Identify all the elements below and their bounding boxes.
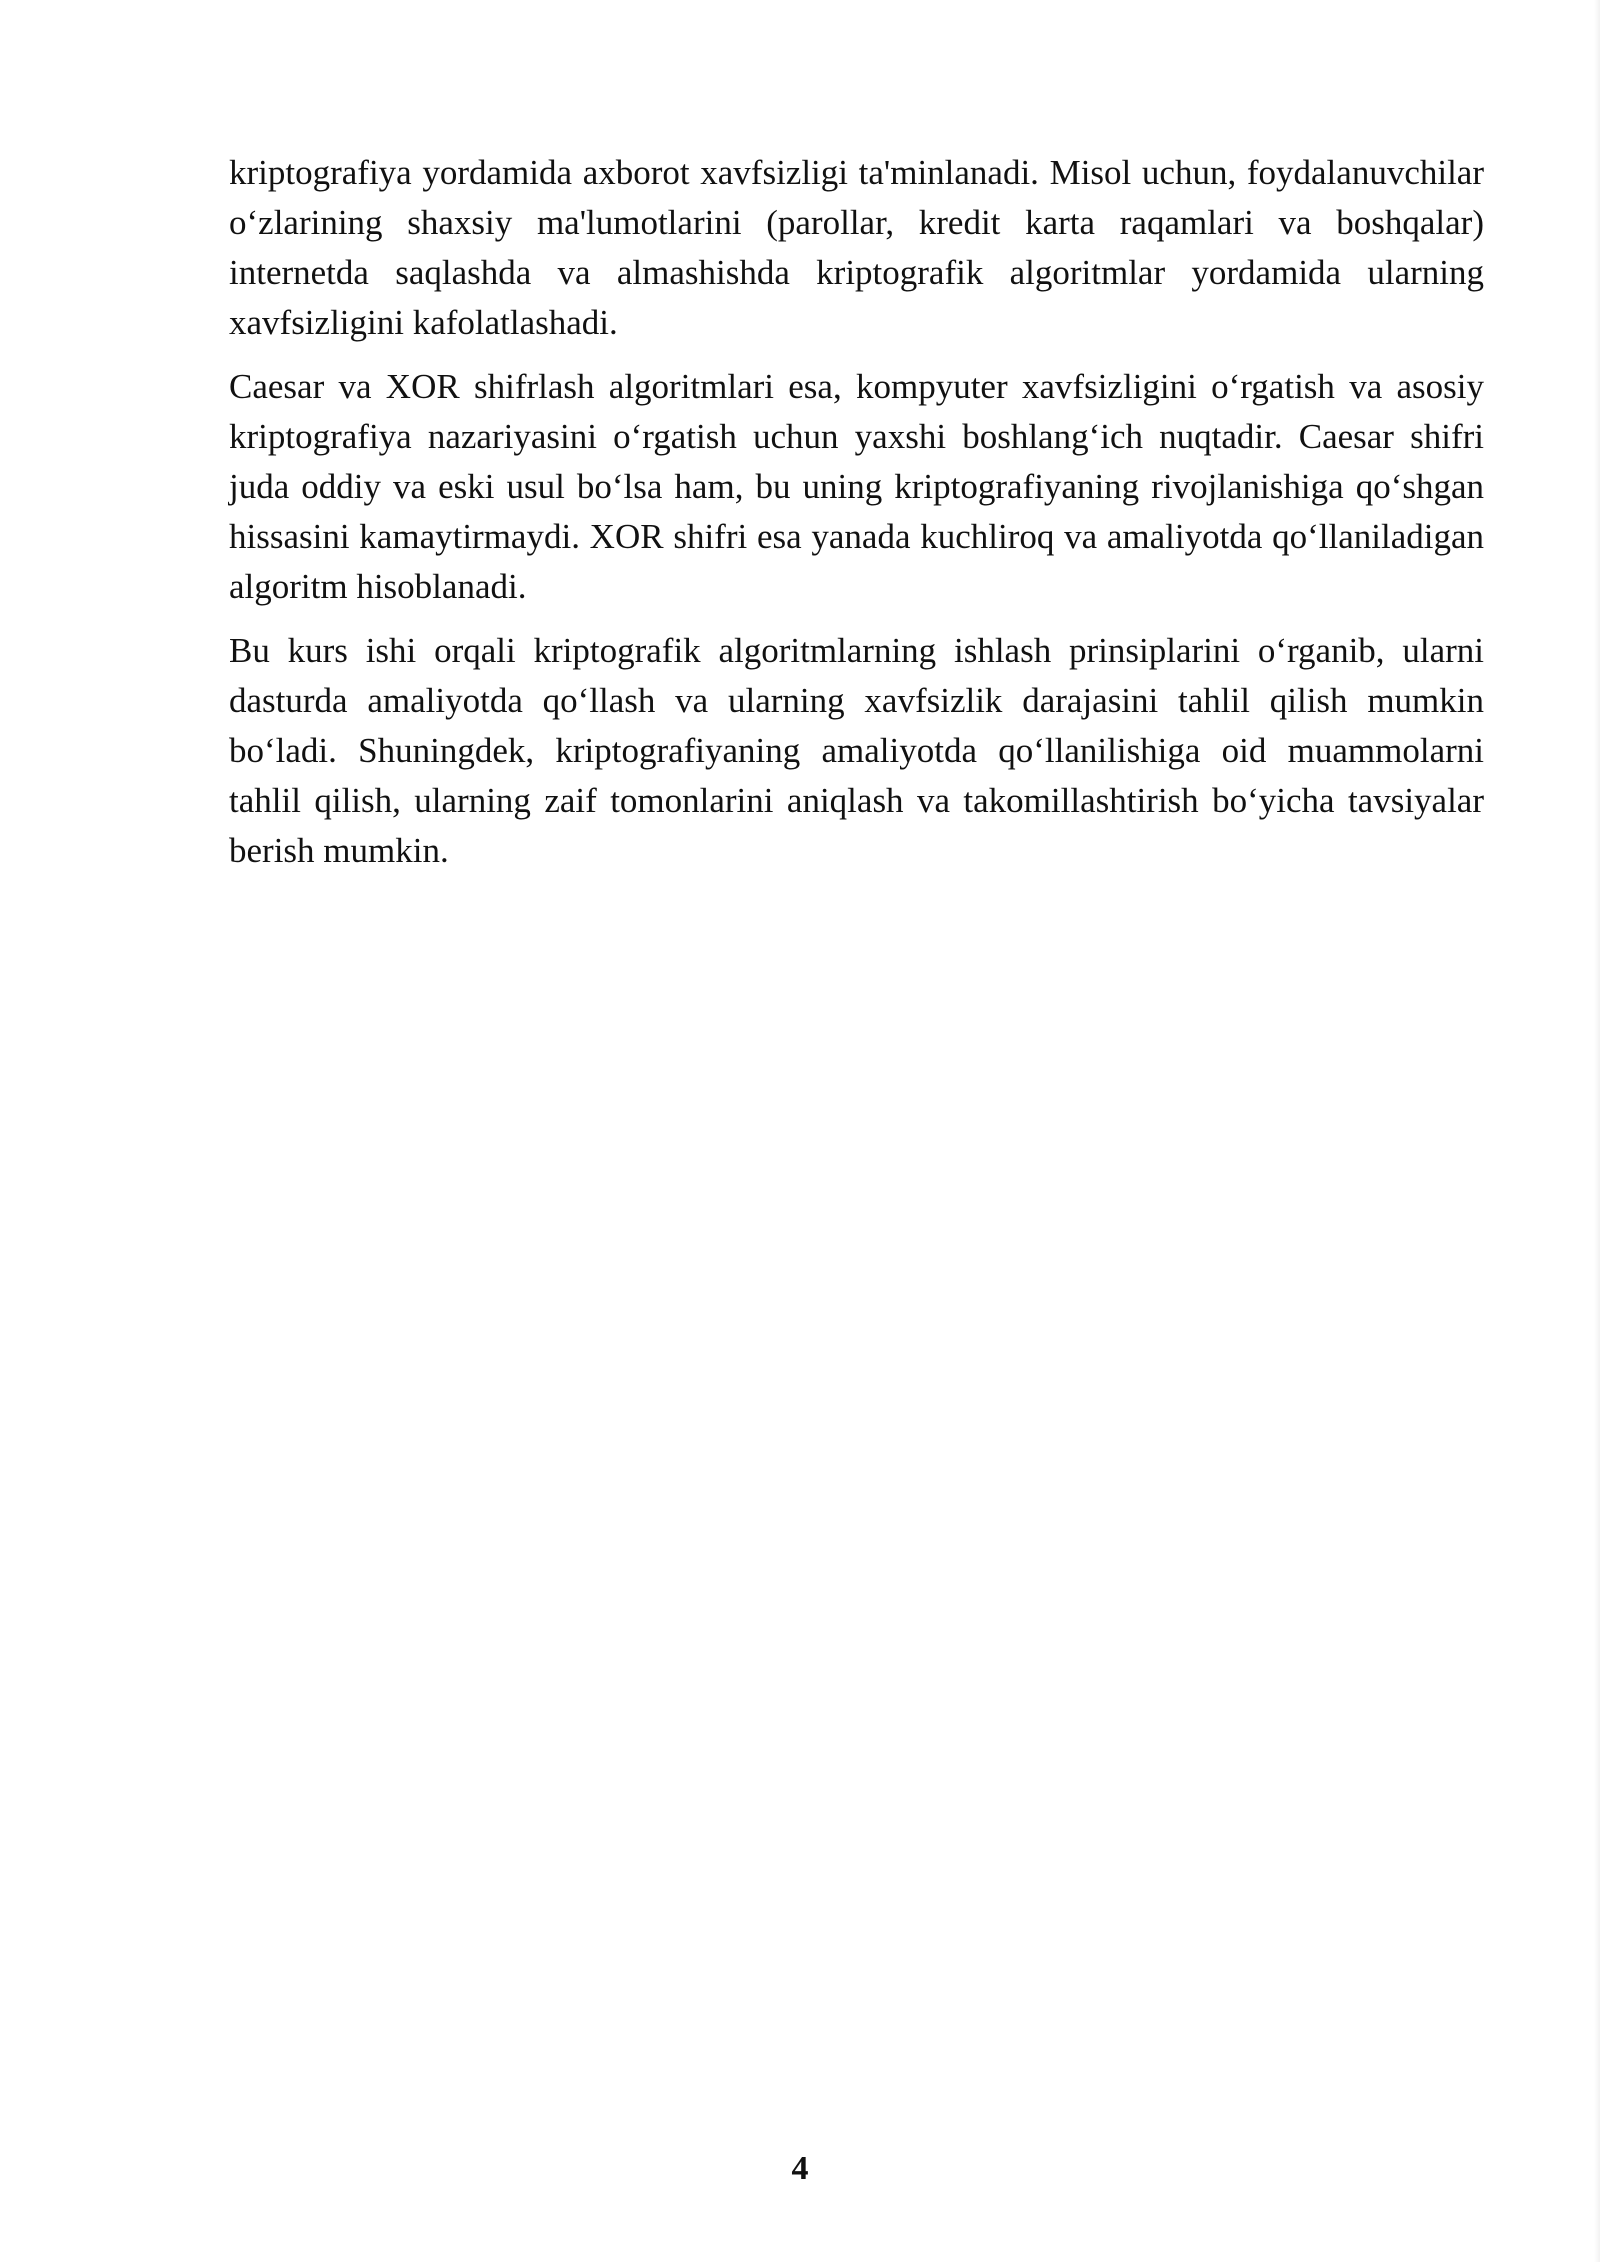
paragraph-1: kriptografiya yordamida axborot xavfsizligi ta'minlanadi. Misol uchun, foydalanuvchilar o‘zlarining shaxsiy ma'lumotlarini (parollar, kredit karta raqamlari va boshqalar) internetda saqlashda va almashishda kriptografik algoritmlar yordamida ularning xavfsizligini kafolatlashadi. (229, 153, 1484, 342)
page-number: 4 (791, 2150, 809, 2187)
paragraph-2: Caesar va XOR shifrlash algoritmlari esa, kompyuter xavfsizligini o‘rgatish va asosiy kriptografiya nazariyasini o‘rgatish uchun yaxshi boshlang‘ich nuqtadir. Caesar shifri juda oddiy va eski usul bo‘lsa ham, bu uning kriptografiyaning rivojlanishiga qo‘shgan hissasini kamaytirmaydi. XOR shifri esa yanada kuchliroq va amaliyotda qo‘llaniladigan algoritm hisoblanadi. (229, 367, 1484, 606)
paragraph-3: Bu kurs ishi orqali kriptografik algoritmlarning ishlash prinsiplarini o‘rganib, ularni dasturda amaliyotda qo‘llash va ularning xavfsizlik darajasini tahlil qilish mumkin bo‘ladi. Shuningdek, kriptografiyaning amaliyotda qo‘llanilishiga oid muammolarni tahlil qilish, ularning zaif tomonlarini aniqlash va takomillashtirish bo‘yicha tavsiyalar berish mumkin. (229, 631, 1484, 870)
body-text (229, 148, 1484, 890)
page-edge-shadow (1594, 0, 1600, 2262)
